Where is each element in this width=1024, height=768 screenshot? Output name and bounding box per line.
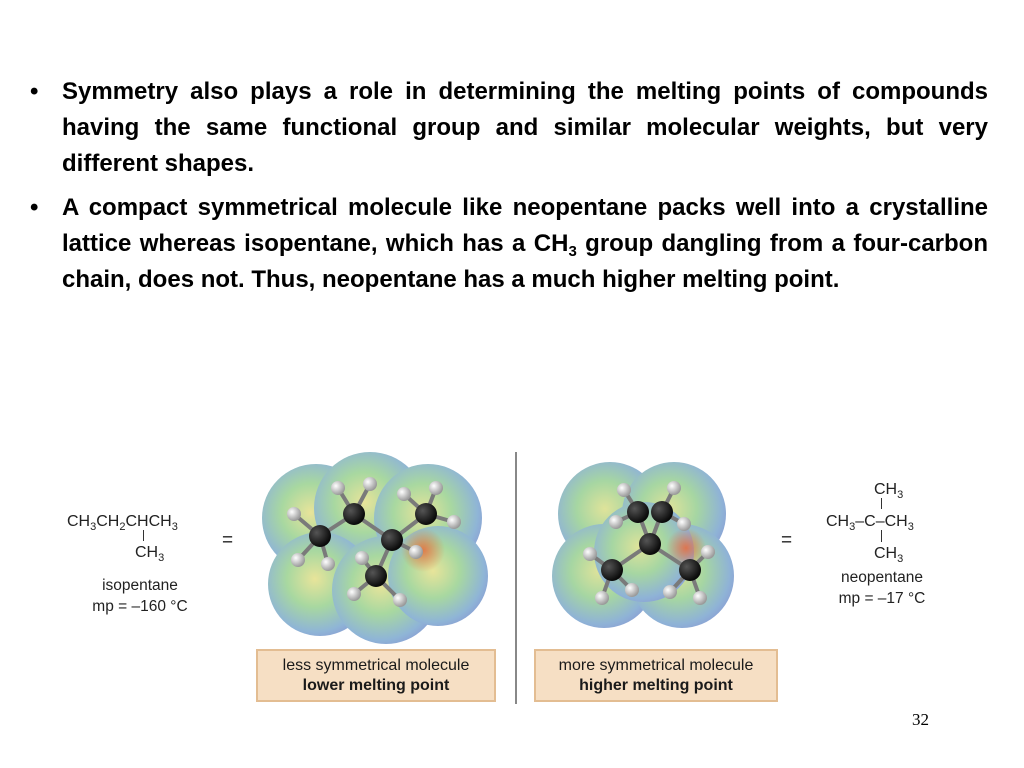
equals-sign: =	[222, 530, 234, 551]
caption-line: more symmetrical molecule	[558, 657, 754, 674]
bond-vertical	[881, 530, 882, 542]
formula-text: CH	[874, 481, 898, 498]
divider-line	[515, 452, 517, 704]
formula-text: CH	[67, 513, 91, 530]
isopentane-label	[70, 575, 210, 617]
formula-text: CH	[884, 513, 908, 530]
branch-bond	[143, 530, 144, 541]
formula-text: CH	[135, 544, 159, 561]
bullet-marker: •	[30, 78, 39, 105]
formula-subscript: 3	[158, 552, 165, 564]
neopentane-model	[550, 452, 740, 644]
formula-text: –C–	[855, 513, 885, 530]
bullet-text-part: A compact symmetrical molecule like neopentane packs well into a crystalline lattice whereas isopentane, which has a CH	[62, 194, 988, 257]
isopentane-model	[258, 452, 498, 644]
formula-text: CHCH	[125, 513, 172, 530]
neopentane-caption	[534, 649, 778, 702]
isopentane-formula	[67, 512, 178, 531]
neopentane-top-methyl	[874, 480, 903, 499]
compound-name: isopentane	[102, 577, 178, 594]
formula-subscript: 2	[119, 521, 126, 533]
formula-subscript: 3	[849, 521, 856, 533]
bullet-text: Symmetry also plays a role in determining the melting points of compounds having the same functional group and similar molecular weights, but very different shapes.	[62, 78, 988, 177]
compound-name: neopentane	[841, 569, 923, 586]
bullet-item	[30, 74, 988, 182]
equals-sign: =	[781, 530, 793, 551]
bullet-marker: •	[30, 194, 39, 221]
isopentane-caption	[256, 649, 496, 702]
caption-line: less symmetrical molecule	[282, 657, 470, 674]
formula-subscript: 3	[907, 521, 914, 533]
neopentane-center-row	[826, 512, 914, 531]
bond-vertical	[881, 498, 882, 509]
formula-text: CH	[96, 513, 120, 530]
isopentane-branch	[135, 543, 164, 562]
formula-subscript: 3	[897, 553, 904, 565]
formula-text: CH	[826, 513, 850, 530]
page-number: 32	[912, 710, 929, 729]
subscript: 3	[568, 243, 577, 260]
formula-subscript: 3	[90, 521, 97, 533]
caption-emphasis: lower melting point	[302, 677, 450, 694]
bullet-item	[30, 190, 988, 298]
formula-subscript: 3	[171, 521, 178, 533]
bullet-list	[30, 74, 988, 306]
melting-point: mp = –17 °C	[838, 590, 926, 607]
caption-emphasis: higher melting point	[579, 677, 733, 694]
bullet-text	[62, 190, 988, 298]
neopentane-bottom-methyl	[874, 544, 903, 563]
formula-text: CH	[874, 545, 898, 562]
neopentane-label	[812, 567, 952, 609]
melting-point: mp = –160 °C	[92, 598, 188, 615]
formula-subscript: 3	[897, 489, 904, 501]
bullet-text-part: group dangling from a four-carbon chain, does not. Thus, neopentane has a much higher melting point.	[62, 230, 988, 293]
